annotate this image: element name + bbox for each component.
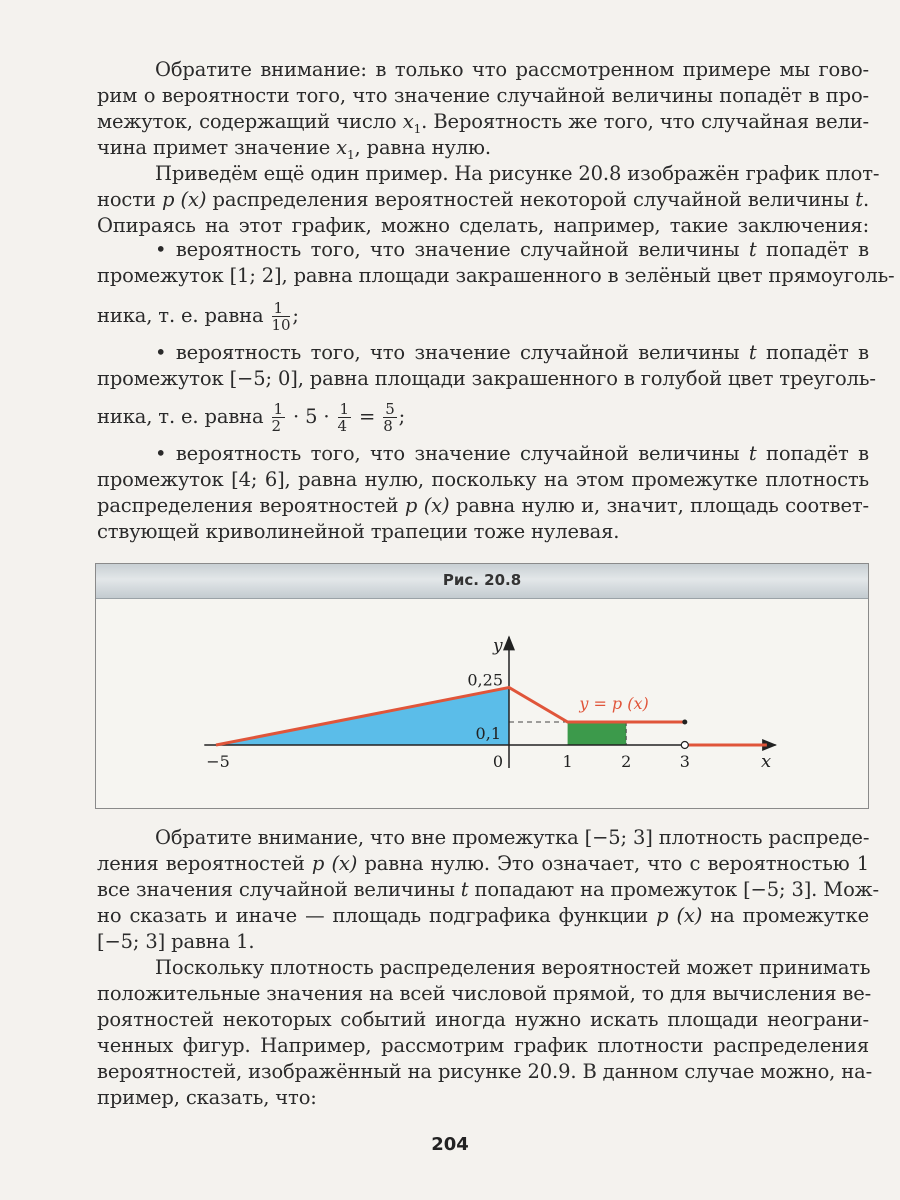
figure-title: Рис. 20.8 [442,571,522,589]
bullet-3-end [97,519,869,545]
b1-line-2: промежуток [1; 2], равна площади закрашенного в зелёный цвет прямоуголь- [97,264,895,287]
bullet-1-cont [97,263,895,289]
bullet-1-end [97,299,869,334]
fraction-5-8: $\frac{5}{8}$ [383,400,395,435]
p1-line-1: Обратите внимание: в только что рассмотренном примере мы гово- [155,58,869,81]
paragraph-1-end [97,135,869,161]
p3-line-5: [−5; 3] равна 1. [97,930,255,953]
paragraph-2 [97,161,880,187]
b3-line-1: • вероятность того, что значение случайной величины t попадёт в [155,442,869,465]
b1-line-3: ника, т. е. равна $\frac{1}{10}$ ; [97,299,299,334]
fraction-1-10: $\frac{1}{10}$ [271,299,291,334]
paragraph-4-cont [97,981,873,1085]
density-chart [96,564,868,808]
p4-line-2: положительные значения на всей числовой прямой, то для вычисления ве- [97,982,872,1005]
p1-line-2: рим о вероятности того, что значение случайной величины попадёт в про- [97,84,869,107]
fraction-1-2: $\frac{1}{2}$ [271,400,283,435]
function-label: y = p (x) [579,694,649,713]
y-tick-0-25: 0,25 [467,670,503,690]
paragraph-3-cont [97,851,879,929]
paragraph-1-cont [97,83,869,135]
x-tick-minus-5: −5 [206,752,230,771]
paragraph-4 [97,955,869,981]
p2-line-1: Приведём ещё один пример. На рисунке 20.8 изображён график плот- [155,162,880,185]
p4-line-1: Поскольку плотность распределения вероятностей может принимать [155,956,871,979]
bullet-3 [97,441,869,467]
p3-line-1: Обратите внимание, что вне промежутка [−5; 3] плотность распреде- [155,826,870,849]
x-tick-0: 0 [492,752,503,771]
b3-line-3: распределения вероятностей p (x) равна нулю и, значит, площадь соответ- [97,494,869,517]
y-axis-label: y [493,635,503,656]
paragraph-3-end [97,929,869,955]
paragraph-4-end [97,1085,869,1111]
page-number: 204 [431,1134,469,1155]
open-endpoint [681,742,688,749]
bullet-2-end [97,400,869,435]
p1-line-4: чина примет значение $x_1$, равна нулю. [97,136,491,162]
p3-line-3: все значения случайной величины t попадают на промежуток [−5; 3]. Мож- [97,878,879,901]
p2-line-2: ности p (x) распределения вероятностей некоторой случайной величины t. [97,188,869,211]
b1-line-1: • вероятность того, что значение случайной величины t попадёт в [155,238,869,261]
p3-line-4: но сказать и иначе — площадь подграфика функции p (x) на промежутке [97,904,869,927]
y-tick-0-1: 0,1 [475,724,501,743]
green-rectangle-area [568,722,627,745]
paragraph-2-cont [97,187,869,239]
paragraph-3 [97,825,869,851]
p2-line-3: Опираясь на этот график, можно сделать, например, такие заключения: [97,214,869,237]
paragraph-1 [97,57,869,83]
p4-line-3: роятностей некоторых событий иногда нужно искать площади неограни- [97,1008,869,1031]
p4-line-5: вероятностей, изображённый на рисунке 20.9. В данном случае можно, на- [97,1060,873,1083]
b2-line-1: • вероятность того, что значение случайной величины t попадёт в [155,341,869,364]
b3-line-2: промежуток [4; 6], равна нулю, поскольку на этом промежутке плотность [97,468,869,491]
fraction-1-4: $\frac{1}{4}$ [337,400,349,435]
x-tick-1: 1 [562,752,573,771]
bullet-3-cont [97,467,869,519]
bullet-1 [97,237,869,263]
x-tick-3: 3 [679,752,690,771]
b2-line-2: промежуток [−5; 0], равна площади закрашенного в голубой цвет треуголь- [97,367,876,390]
x-axis-label: x [760,751,772,772]
figure-20-8 [95,563,869,809]
p1-line-3: межуток, содержащий число $x_1$. Вероятность же того, что случайная вели- [97,110,869,136]
x-tick-2: 2 [621,752,632,771]
p4-line-6: пример, сказать, что: [97,1086,317,1109]
p3-line-2: ления вероятностей p (x) равна нулю. Это означает, что с вероятностью 1 [97,852,869,875]
p4-line-4: ченных фигур. Например, рассмотрим график плотности распределения [97,1034,869,1057]
bullet-2 [97,340,869,366]
bullet-2-cont [97,366,876,392]
b3-line-4: ствующей криволинейной трапеции тоже нулевая. [97,520,620,543]
b2-line-3: ника, т. е. равна $\frac{1}{2}$ · 5 · $\frac{1}{4}$ = $\frac{5}{8}$ ; [97,400,406,435]
closed-endpoint [682,720,687,725]
